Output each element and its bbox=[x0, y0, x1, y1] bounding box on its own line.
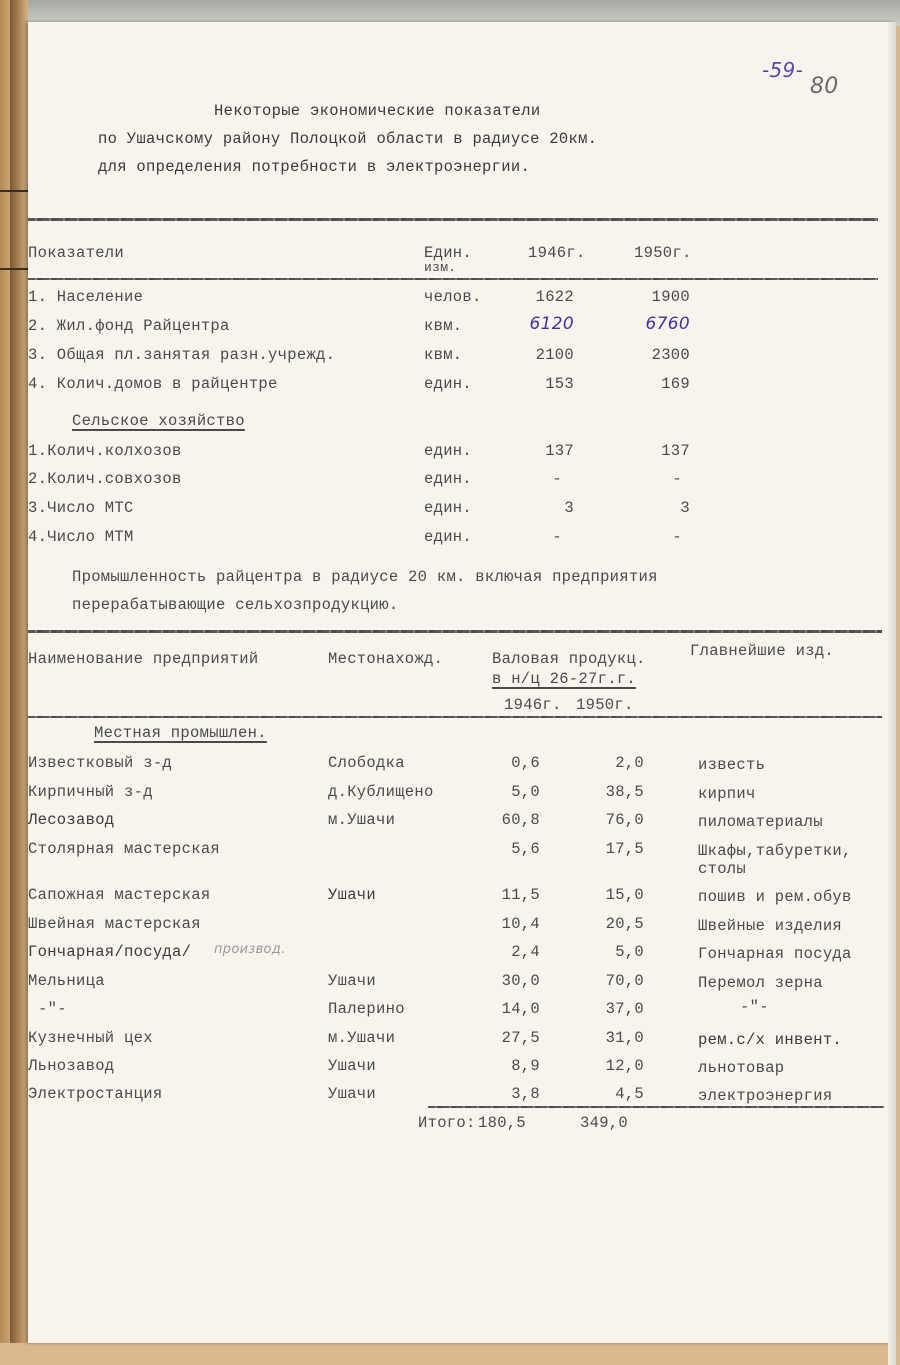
output-1950: 12,0 bbox=[605, 1057, 644, 1075]
col-header-output-1950: 1950г. bbox=[576, 696, 634, 714]
enterprise-name: Швейная мастерская bbox=[28, 915, 201, 933]
output-1950: 15,0 bbox=[605, 886, 644, 904]
total-1946: 180,5 bbox=[478, 1114, 527, 1132]
main-products: льнотовар bbox=[698, 1059, 785, 1077]
title-line-2: по Ушачскому району Полоцкой области в радиусе 20км. bbox=[98, 130, 598, 148]
output-1950: 31,0 bbox=[605, 1029, 644, 1047]
binder-mark bbox=[0, 190, 30, 192]
row-value-1946: - bbox=[552, 470, 562, 488]
output-1950: 5,0 bbox=[615, 943, 644, 961]
pencil-annotation: производ. bbox=[214, 942, 286, 957]
main-products: известь bbox=[698, 756, 766, 774]
col-header-unit-2: изм. bbox=[424, 260, 457, 275]
table1-top-rule bbox=[28, 218, 878, 221]
output-1946: 11,5 bbox=[501, 886, 540, 904]
output-1946: 14,0 bbox=[501, 1000, 540, 1018]
main-products: кирпич bbox=[698, 785, 756, 803]
output-1950: 70,0 bbox=[605, 972, 644, 990]
row-label: 4.Число МТМ bbox=[28, 528, 134, 546]
enterprise-location: Ушачи bbox=[328, 1057, 377, 1075]
enterprise-location: м.Ушачи bbox=[328, 811, 396, 829]
row-unit: един. bbox=[424, 499, 473, 517]
row-value-1946: 3 bbox=[564, 499, 574, 517]
output-1950: 76,0 bbox=[605, 811, 644, 829]
old-page-number: -59- bbox=[762, 58, 804, 82]
main-products: Шкафы,табуретки, bbox=[698, 842, 852, 860]
title-line-3: для определения потребности в электроэнергии. bbox=[98, 158, 531, 176]
enterprise-location: Ушачи bbox=[328, 972, 377, 990]
page-number: 80 bbox=[810, 74, 839, 99]
total-1950: 349,0 bbox=[580, 1114, 629, 1132]
local-industry-heading: Местная промышлен. bbox=[94, 724, 267, 742]
row-value-1946: 137 bbox=[545, 442, 574, 460]
enterprise-location: м.Ушачи bbox=[328, 1029, 396, 1047]
enterprise-location: д.Кублищено bbox=[328, 783, 434, 801]
table2-top-rule bbox=[28, 630, 882, 633]
enterprise-name: Льнозавод bbox=[28, 1057, 115, 1075]
col-header-name: Наименование предприятий bbox=[28, 650, 259, 668]
col-header-unit: Един. bbox=[424, 244, 473, 262]
enterprise-location: Слободка bbox=[328, 754, 405, 772]
enterprise-name: -"- bbox=[38, 1000, 67, 1018]
row-label: 1. Население bbox=[28, 288, 144, 306]
enterprise-name: Электростанция bbox=[28, 1085, 163, 1103]
col-header-indicator: Показатели bbox=[28, 244, 125, 262]
output-1946: 3,8 bbox=[511, 1085, 540, 1103]
page-shadow bbox=[888, 22, 896, 1365]
row-value-1946: - bbox=[552, 528, 562, 546]
row-value-1946: 1622 bbox=[535, 288, 574, 306]
output-1950: 38,5 bbox=[605, 783, 644, 801]
col-header-location: Местонахожд. bbox=[328, 650, 444, 668]
enterprise-name: Сапожная мастерская bbox=[28, 886, 211, 904]
enterprise-name: Столярная мастерская bbox=[28, 840, 221, 858]
row-unit: един. bbox=[424, 528, 473, 546]
main-products: -"- bbox=[740, 998, 769, 1016]
col-header-products: Главнейшие изд. bbox=[690, 642, 835, 660]
output-1946: 5,6 bbox=[511, 840, 540, 858]
output-1946: 30,0 bbox=[501, 972, 540, 990]
row-label: 4. Колич.домов в райцентре bbox=[28, 375, 278, 393]
output-1946: 5,0 bbox=[511, 783, 540, 801]
enterprise-name: Кирпичный з-д bbox=[28, 783, 153, 801]
output-1950: 4,5 bbox=[615, 1085, 644, 1103]
output-1946: 8,9 bbox=[511, 1057, 540, 1075]
enterprise-location: Ушачи bbox=[328, 1085, 377, 1103]
row-value-1950: - bbox=[672, 528, 682, 546]
main-products-cont: столы bbox=[698, 860, 747, 878]
main-products: пиломатериалы bbox=[698, 813, 823, 831]
col-header-output: Валовая продукц. bbox=[492, 650, 646, 668]
output-1946: 27,5 bbox=[501, 1029, 540, 1047]
enterprise-name: Мельница bbox=[28, 972, 105, 990]
row-label: 2.Колич.совхозов bbox=[28, 470, 182, 488]
row-label: 2. Жил.фонд Райцентра bbox=[28, 317, 230, 335]
output-1950: 20,5 bbox=[605, 915, 644, 933]
row-label: 1.Колич.колхозов bbox=[28, 442, 182, 460]
col-header-output-1946: 1946г. bbox=[504, 696, 562, 714]
binder-edge bbox=[10, 0, 28, 1343]
enterprise-location: Ушачи bbox=[328, 886, 377, 904]
row-unit: челов. bbox=[424, 288, 482, 306]
enterprise-name: Лесозавод bbox=[28, 811, 115, 829]
main-products: Швейные изделия bbox=[698, 917, 843, 935]
row-value-1946: 153 bbox=[545, 375, 574, 393]
main-products: Гончарная посуда bbox=[698, 945, 852, 963]
binder-left bbox=[0, 0, 10, 1343]
row-label: 3.Число МТС bbox=[28, 499, 134, 517]
enterprise-name: Кузнечный цех bbox=[28, 1029, 153, 1047]
row-value-1950: 2300 bbox=[651, 346, 690, 364]
table2-header-rule bbox=[28, 716, 882, 718]
binder-mark bbox=[0, 268, 30, 270]
main-products: рем.с/х инвент. bbox=[698, 1031, 843, 1049]
output-1950: 2,0 bbox=[615, 754, 644, 772]
output-1946: 10,4 bbox=[501, 915, 540, 933]
row-value-1950: 1900 bbox=[651, 288, 690, 306]
row-value-1946-handwritten: 6120 bbox=[529, 314, 574, 334]
row-unit: един. bbox=[424, 470, 473, 488]
row-unit: квм. bbox=[424, 346, 463, 364]
main-products: пошив и рем.обув bbox=[698, 888, 852, 906]
total-rule bbox=[428, 1106, 884, 1108]
row-unit: един. bbox=[424, 442, 473, 460]
enterprise-name: Гончарная/посуда/ bbox=[28, 943, 192, 961]
row-label: 3. Общая пл.занятая разн.учрежд. bbox=[28, 346, 336, 364]
row-value-1950-handwritten: 6760 bbox=[645, 314, 690, 334]
col-header-output-units: в н/ц 26-27г.г. bbox=[492, 670, 637, 688]
row-unit: един. bbox=[424, 375, 473, 393]
output-1946: 2,4 bbox=[511, 943, 540, 961]
table1-header-rule bbox=[28, 278, 878, 280]
industry-intro-line-2: перерабатывающие сельхозпродукцию. bbox=[72, 596, 399, 614]
title-line-1: Некоторые экономические показатели bbox=[214, 102, 541, 120]
total-label: Итого: bbox=[418, 1114, 476, 1132]
main-products: Перемол зерна bbox=[698, 974, 823, 992]
output-1946: 0,6 bbox=[511, 754, 540, 772]
output-1946: 60,8 bbox=[501, 811, 540, 829]
col-header-1946: 1946г. bbox=[528, 244, 586, 262]
row-value-1950: 3 bbox=[680, 499, 690, 517]
row-unit: квм. bbox=[424, 317, 463, 335]
document-page bbox=[28, 22, 896, 1343]
output-1950: 37,0 bbox=[605, 1000, 644, 1018]
enterprise-name: Известковый з-д bbox=[28, 754, 173, 772]
row-value-1946: 2100 bbox=[535, 346, 574, 364]
agriculture-heading: Сельское хозяйство bbox=[72, 412, 245, 430]
row-value-1950: - bbox=[672, 470, 682, 488]
output-1950: 17,5 bbox=[605, 840, 644, 858]
row-value-1950: 137 bbox=[661, 442, 690, 460]
main-products: электроэнергия bbox=[698, 1087, 833, 1105]
enterprise-location: Палерино bbox=[328, 1000, 405, 1018]
industry-intro-line-1: Промышленность райцентра в радиусе 20 км. включая предприятия bbox=[72, 568, 658, 586]
col-header-1950: 1950г. bbox=[634, 244, 692, 262]
row-value-1950: 169 bbox=[661, 375, 690, 393]
